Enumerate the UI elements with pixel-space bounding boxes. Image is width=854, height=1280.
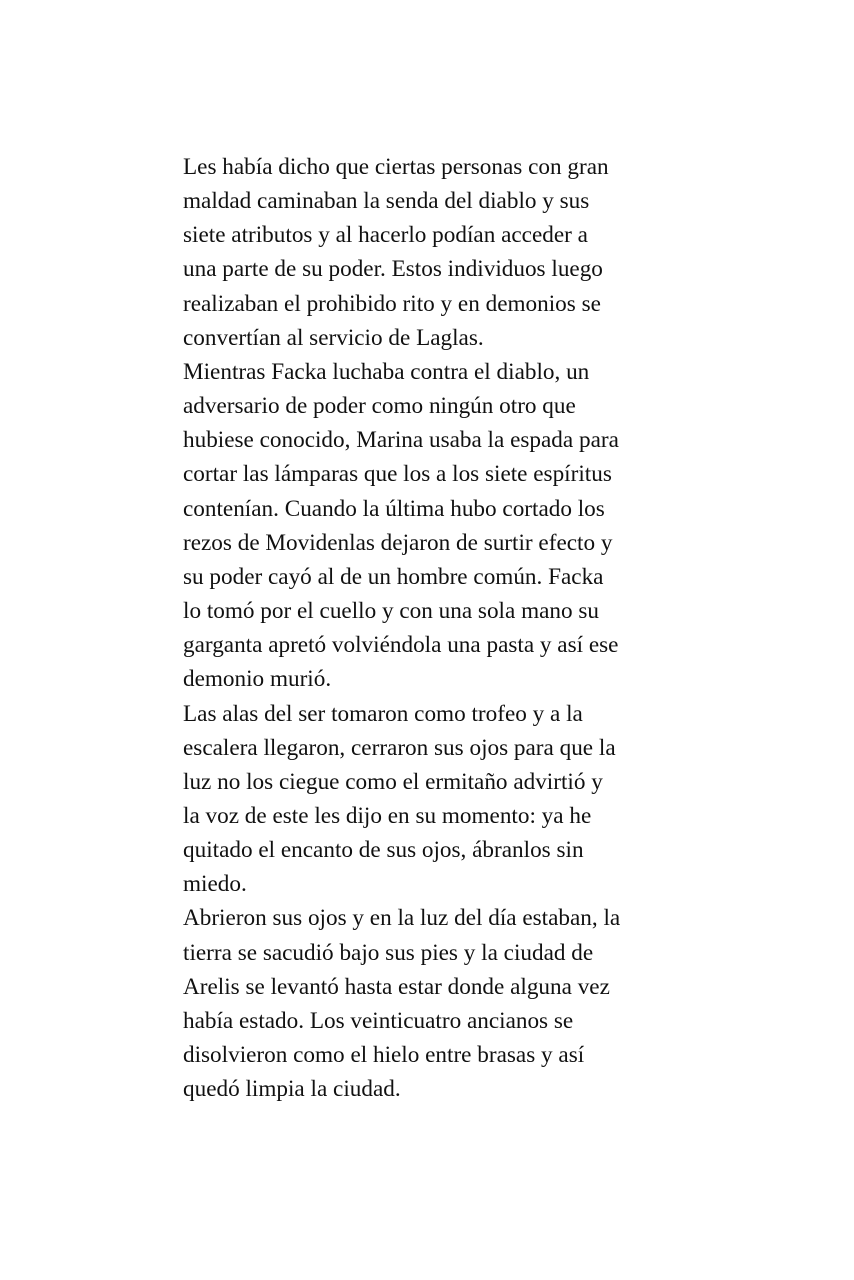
text-line: Las alas del ser tomaron como trofeo y a la bbox=[183, 700, 583, 727]
text-line: miedo. bbox=[183, 871, 247, 898]
text-line: rezos de Movidenlas dejaron de surtir efecto y bbox=[183, 529, 613, 556]
text-line: convertían al servicio de Laglas. bbox=[183, 324, 484, 351]
text-line: adversario de poder como ningún otro que bbox=[183, 393, 576, 420]
text-line: luz no los ciegue como el ermitaño advirtió y bbox=[183, 768, 603, 795]
text-line: garganta apretó volviéndola una pasta y así ese bbox=[183, 632, 619, 659]
text-line: Arelis se levantó hasta estar donde alguna vez bbox=[183, 973, 610, 1000]
text-line: escalera llegaron, cerraron sus ojos para que la bbox=[183, 734, 616, 761]
paragraph bbox=[183, 150, 703, 355]
text-line: siete atributos y al hacerlo podían acceder a bbox=[183, 222, 588, 249]
text-line: había estado. Los veinticuatro ancianos se bbox=[183, 1007, 574, 1034]
text-line: quedó limpia la ciudad. bbox=[183, 1076, 401, 1103]
text-line: Les había dicho que ciertas personas con gran bbox=[183, 154, 609, 180]
text-line: su poder cayó al de un hombre común. Facka bbox=[183, 563, 604, 590]
text-line: quitado el encanto de sus ojos, ábranlos sin bbox=[183, 837, 584, 864]
text-line: lo tomó por el cuello y con una sola mano su bbox=[183, 598, 600, 625]
text-line: maldad caminaban la senda del diablo y sus bbox=[183, 188, 590, 215]
paragraph bbox=[183, 901, 703, 1106]
text-line: demonio murió. bbox=[183, 666, 332, 693]
text-line: la voz de este les dijo en su momento: ya he bbox=[183, 802, 592, 829]
text-line: Abrieron sus ojos y en la luz del día estaban, la bbox=[183, 905, 621, 932]
text-line: contenían. Cuando la última hubo cortado los bbox=[183, 495, 605, 522]
paragraph bbox=[183, 355, 703, 697]
text-line: Mientras Facka luchaba contra el diablo, un bbox=[183, 358, 590, 385]
paragraph bbox=[183, 697, 703, 902]
text-line: una parte de su poder. Estos individuos luego bbox=[183, 256, 603, 283]
text-line: disolvieron como el hielo entre brasas y así bbox=[183, 1042, 585, 1069]
text-line: realizaban el prohibido rito y en demonios se bbox=[183, 290, 601, 317]
text-line: cortar las lámparas que los a los siete espíritus bbox=[183, 461, 612, 488]
text-line: hubiese conocido, Marina usaba la espada para bbox=[183, 427, 619, 454]
text-line: tierra se sacudió bajo sus pies y la ciudad de bbox=[183, 939, 594, 966]
document-page bbox=[183, 150, 703, 1106]
